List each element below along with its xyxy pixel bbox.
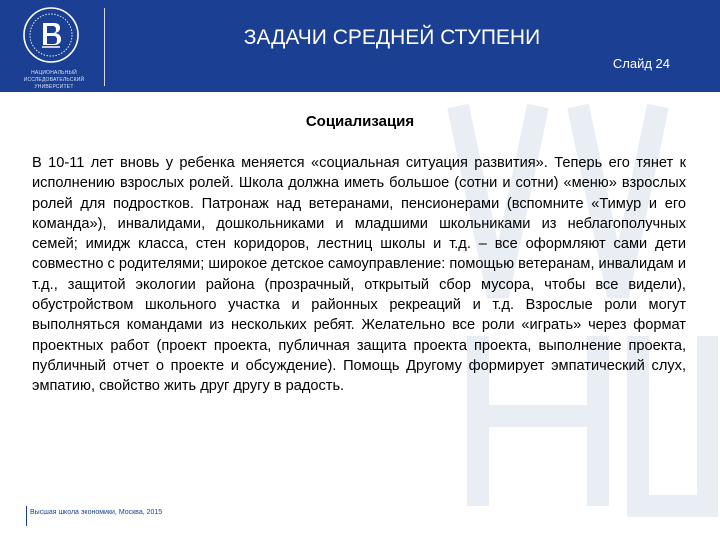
university-seal-icon <box>22 6 80 64</box>
header-divider <box>104 8 105 86</box>
slide-title: ЗАДАЧИ СРЕДНЕЙ СТУПЕНИ <box>243 26 541 49</box>
footer-divider <box>26 506 27 526</box>
footer-text: Высшая школа экономики, Москва, 2015 <box>30 509 163 516</box>
header-bar <box>0 0 720 92</box>
slide-number: Слайд 24 <box>612 56 670 71</box>
section-subtitle: Социализация <box>305 113 415 130</box>
org-name: НАЦИОНАЛЬНЫЙ ИССЛЕДОВАТЕЛЬСКИЙ УНИВЕРСИТЕТ <box>23 70 85 90</box>
body-paragraph: В 10-11 лет вновь у ребенка меняется «социальная ситуация развития». Теперь его тянет к исполнению взрослых ролей. Школа должна иметь большое (сотни и сотни) «меню» взрослых ролей для подростков. Патронаж над ветеранами, пенсионерами (вспомните «Тимур и его команда»), инвалидами, дошкольниками и младшими школьниками из неблагополучных семей; имидж класса, стен коридоров, лестниц школы и т.д. – все оформляют сами дети совместно с родителями; широкое детское самоуправление: помощью ветеранам, инвалидам и т.д., защитой экологии района (прозрачный, открытый сбор мусора, чтобы все видели), обустройством школьного участка и районных рекреаций и т.д. Взрослые роли могут выполняться командами из нескольких ребят. Желательно все роли «играть» через формат проектных работ (проект проекта, публичная защита проекта проекта, выполнение проекта, публичный отчет о проекте и обсуждение). Помощь Другому формирует эмпатический слух, эмпатию, свойство жить друг другу в радость. <box>32 155 687 395</box>
university-logo <box>0 0 104 92</box>
